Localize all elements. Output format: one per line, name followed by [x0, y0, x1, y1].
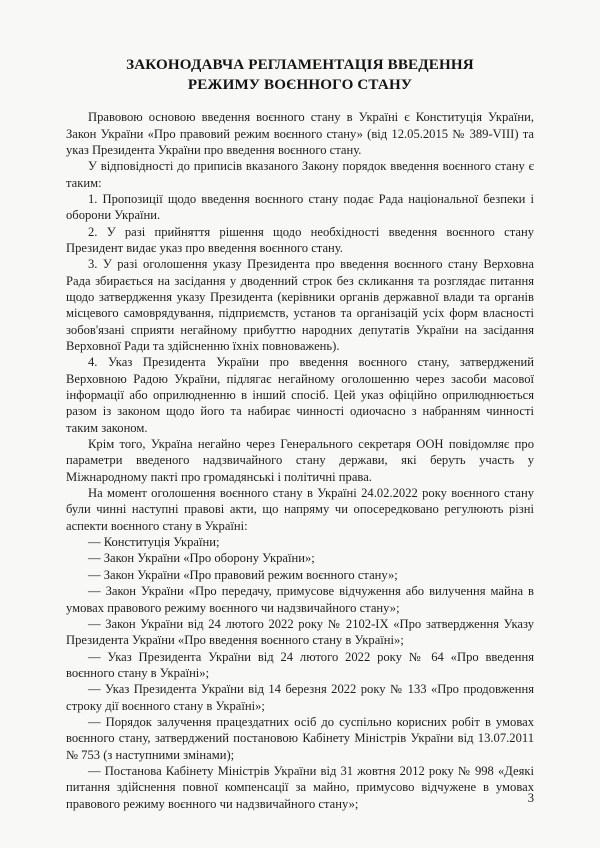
- list-item: — Закон України «Про правовий режим воєнного стану»;: [88, 567, 398, 582]
- paragraph: 2. У разі прийняття рішення щодо необхідності введення воєнного стану Президент видає указ про введення воєнного стану.: [66, 224, 534, 255]
- list-item: — Закон України «Про передачу, примусове відчуження або вилучення майна в умовах правового режиму воєнного чи надзвичайного стану»;: [66, 584, 534, 615]
- list-item: — Постанова Кабінету Міністрів України від 31 жовтня 2012 року № 998 «Деякі питання здійснення повної компенсації за майно, примусово відчужене в умовах правового режиму воєнного чи надзвичайного стану»;: [66, 763, 534, 811]
- paragraph: У відповідності до приписів вказаного Закону порядок введення воєнного стану є таким:: [66, 159, 534, 190]
- page-number: 3: [527, 791, 534, 805]
- paragraph: 1. Пропозиції щодо введення воєнного стану подає Рада національної безпеки і оборони України.: [66, 191, 534, 223]
- paragraph: На момент оголошення воєнного стану в Україні 24.02.2022 року воєнного стану були чинні наступні правові акти, що напряму чи опосередковано регулюють різні аспекти воєнного стану в Україні:: [66, 486, 534, 533]
- paragraph: 4. Указ Президента України про введення воєнного стану, затверджений Верховною Радою України, підлягає негайному оголошенню через засоби масової інформації або оприлюдненню в інший спосіб. Цей указ офіційно оприлюднюється разом із законом щодо його та набирає чинності одиочасно з набранням чинності таким законом.: [66, 355, 534, 435]
- list-item: — Закон України «Про оборону України»;: [88, 551, 315, 566]
- paragraph: Крім того, Україна негайно через Генерального секретаря ООН повідомляє про параметри введеного надзвичайного стану держави, які беруть участь у Міжнародному пакті про громадянські і політичні права.: [66, 437, 534, 484]
- list-item: — Указ Президента України від 14 березня 2022 року № 133 «Про продовження строку дії воєнного стану в Україні»;: [66, 682, 534, 713]
- paragraph: Правовою основою введення воєнного стану в Україні є Конституція України, Закон України «Про правовий режим воєнного стану» (від 12.05.2015 № 389-VIII) та указ Президента України про введення воєнного стану.: [66, 110, 534, 157]
- page-title: [66, 56, 534, 95]
- paragraph: 3. У разі оголошення указу Президента про введення воєнного стану Верховна Рада збирається на засідання у дводенний строк без скликання та розглядає питання щодо затвердження указу Президента (керівники органів державної влади та органів місцевого самоврядування, підприємств, установ та організацій усіх форм власності зобов'язані сприяти негайному прибуттю народних депутатів України на засідання Верховної Ради та здійсненню їхніх повноважень).: [66, 257, 534, 353]
- page-content: [66, 56, 534, 812]
- list-item: — Закон України від 24 лютого 2022 року № 2102-IX «Про затвердження Указу Президента України «Про введення воєнного стану в Україні»;: [66, 616, 534, 648]
- page-title-line-1: ЗАКОНОДАВЧА РЕГЛАМЕНТАЦІЯ ВВЕДЕННЯ: [126, 57, 474, 73]
- list-item: — Указ Президента України від 24 лютого 2022 року № 64 «Про введення воєнного стану в Україні»;: [66, 649, 534, 680]
- list-item: — Порядок залучення працездатних осіб до суспільно корисних робіт в умовах воєнного стану, затверджений постановою Кабінету Міністрів України від 13.07.2011 № 753 (з наступними змінами);: [66, 714, 534, 762]
- list-item: — Конституція України;: [88, 535, 220, 550]
- page-title-line-2: РЕЖИМУ ВОЄННОГО СТАНУ: [187, 76, 413, 93]
- body-text: [66, 109, 534, 812]
